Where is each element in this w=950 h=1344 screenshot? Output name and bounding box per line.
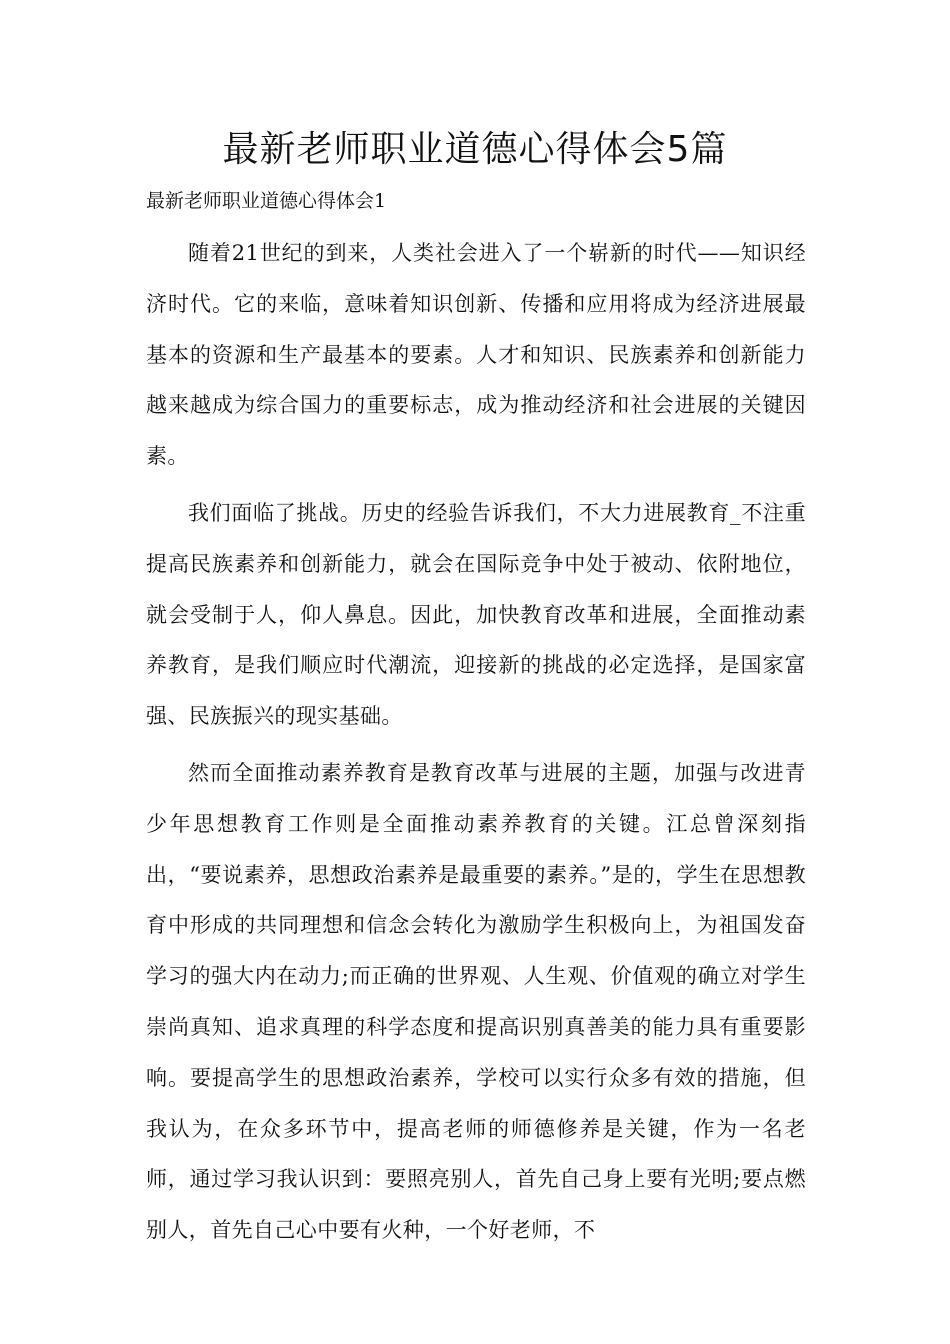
section-heading: 最新老师职业道德心得体会1: [146, 190, 387, 212]
document-title: 最新老师职业道德心得体会5篇: [222, 129, 728, 170]
paragraph-1: 随着21世纪的到来，人类社会进入了一个崭新的时代——知识经济时代。它的来临，意味着知识创新、传播和应用将成为经济进展最基本的资源和生产最基本的要素。人才和知识、民族素养和创新能力越来越成为综合国力的重要标志，成为推动经济和社会进展的关键因素。: [146, 241, 806, 469]
paragraph-3: 然而全面推动素养教育是教育改革与进展的主题，加强与改进青少年思想教育工作则是全面推动素养教育的关键。江总曾深刻指出，“要说素养，思想政治素养是最重要的素养。”是的，学生在思想教育中形成的共同理想和信念会转化为激励学生积极向上，为祖国发奋学习的强大内在动力;而正确的世界观、人生观、价值观的确立对学生崇尚真知、追求真理的科学态度和提高识别真善美的能力具有重要影响。要提高学生的思想政治素养，学校可以实行众多有效的措施，但我认为，在众多环节中，提高老师的师德修养是关键，作为一名老师，通过学习我认识到：要照亮别人，首先自己身上要有光明;要点燃别人，首先自己心中要有火种，一个好老师，不: [146, 760, 806, 1243]
paragraph-2: 我们面临了挑战。历史的经验告诉我们，不大力进展教育_不注重提高民族素养和创新能力，就会在国际竞争中处于被动、依附地位，就会受制于人，仰人鼻息。因此，加快教育改革和进展，全面推动素养教育，是我们顺应时代潮流，迎接新的挑战的必定选择，是国家富强、民族振兴的现实基础。: [146, 500, 806, 729]
document-body: [146, 228, 806, 1262]
